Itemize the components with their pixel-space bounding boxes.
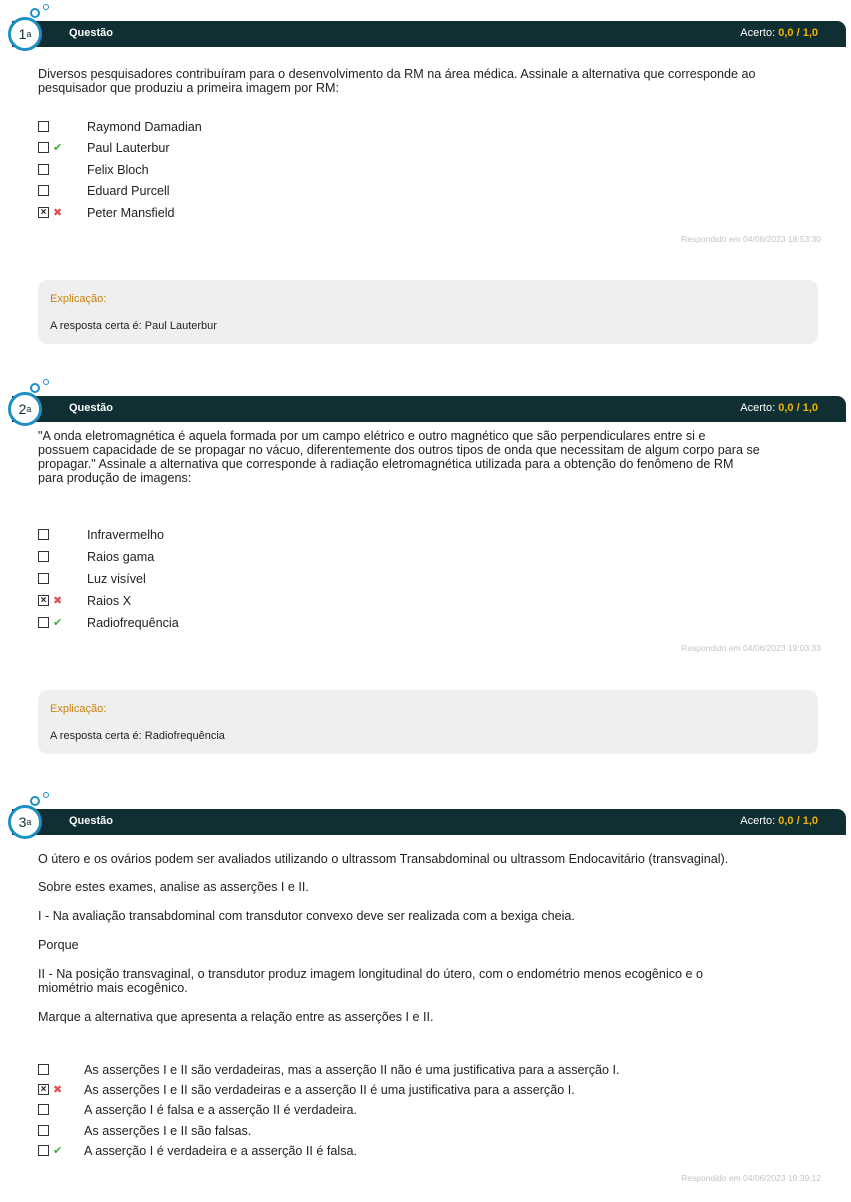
cross-icon: ✖ bbox=[53, 207, 63, 219]
score-prefix: Acerto: bbox=[740, 27, 776, 39]
question-number-badge bbox=[8, 17, 42, 51]
question-paragraph: miométrio mais ecogênico. bbox=[38, 981, 188, 995]
question-paragraph: Marque a alternativa que apresenta a relação entre as asserções I e II. bbox=[38, 1010, 434, 1024]
score-value: 0,0 bbox=[778, 402, 794, 414]
option-text: Infravermelho bbox=[87, 528, 164, 542]
question-number: 1 bbox=[18, 26, 27, 42]
question-number: 3 bbox=[18, 814, 27, 830]
check-icon: ✔ bbox=[53, 142, 63, 154]
score bbox=[740, 402, 818, 414]
question-ordinal: a bbox=[26, 29, 32, 39]
option-text: Raios gama bbox=[87, 550, 155, 564]
question-header bbox=[12, 809, 846, 835]
option-checkbox[interactable] bbox=[38, 617, 49, 628]
option-checkbox[interactable] bbox=[38, 573, 49, 584]
question-prompt-line: propagar." Assinale a alternativa que corresponde à radiação eletromagnética utilizada para a obtenção do fenômeno de RM bbox=[38, 457, 734, 471]
option-checkbox[interactable] bbox=[38, 1125, 49, 1136]
option-checkbox-checked[interactable]: × bbox=[38, 1084, 49, 1095]
option-text: Raios X bbox=[87, 594, 132, 608]
option-text: Eduard Purcell bbox=[87, 184, 170, 198]
score-separator: / bbox=[796, 402, 800, 414]
score bbox=[740, 815, 818, 827]
option-checkbox-checked[interactable]: × bbox=[38, 595, 49, 606]
score-value: 0,0 bbox=[778, 815, 794, 827]
question-ordinal: a bbox=[26, 404, 32, 414]
question-number-badge bbox=[8, 392, 42, 426]
option-checkbox[interactable] bbox=[38, 529, 49, 540]
option-checkbox[interactable] bbox=[38, 142, 49, 153]
option-checkbox[interactable] bbox=[38, 1064, 49, 1075]
bubble-decoration bbox=[43, 4, 49, 10]
cross-icon: ✖ bbox=[53, 595, 63, 607]
score bbox=[740, 27, 818, 39]
explanation-text: A resposta certa é: Paul Lauterbur bbox=[50, 320, 217, 332]
answered-timestamp: Respondido em 04/06/2023 19:39:12 bbox=[681, 1173, 821, 1183]
bubble-decoration bbox=[43, 379, 49, 385]
option-text: Raymond Damadian bbox=[87, 120, 202, 134]
question-label: Questão bbox=[69, 27, 114, 39]
question-header bbox=[12, 396, 846, 422]
question-number-badge bbox=[8, 805, 42, 839]
question-paragraph: II - Na posição transvaginal, o transdutor produz imagem longitudinal do útero, com o endométrio menos ecogênico e o bbox=[38, 967, 704, 981]
option-text: Luz visível bbox=[87, 572, 146, 586]
bubble-decoration bbox=[30, 383, 40, 393]
question-ordinal: a bbox=[26, 817, 32, 827]
option-text: As asserções I e II são falsas. bbox=[84, 1124, 252, 1138]
score-value: 0,0 bbox=[778, 27, 794, 39]
option-text: Radiofrequência bbox=[87, 616, 179, 630]
check-icon: ✔ bbox=[53, 617, 63, 629]
option-checkbox[interactable] bbox=[38, 1104, 49, 1115]
explanation-title: Explicação: bbox=[50, 703, 107, 715]
cross-icon: ✖ bbox=[53, 1084, 63, 1096]
answered-timestamp: Respondido em 04/06/2023 19:03:33 bbox=[681, 643, 821, 653]
question-prompt-line: para produção de imagens: bbox=[38, 471, 192, 485]
question-label: Questão bbox=[69, 815, 114, 827]
score-max: 1,0 bbox=[802, 815, 818, 827]
option-checkbox[interactable] bbox=[38, 1145, 49, 1156]
option-checkbox[interactable] bbox=[38, 551, 49, 562]
option-checkbox[interactable] bbox=[38, 121, 49, 132]
option-text: A asserção I é falsa e a asserção II é verdadeira. bbox=[84, 1103, 358, 1117]
option-text: A asserção I é verdadeira e a asserção II é falsa. bbox=[84, 1144, 358, 1158]
explanation-box bbox=[38, 690, 818, 754]
explanation-box bbox=[38, 280, 818, 344]
explanation-title: Explicação: bbox=[50, 293, 107, 305]
option-text: As asserções I e II são verdadeiras, mas a asserção II não é uma justificativa para a asserção I. bbox=[84, 1063, 620, 1077]
score-prefix: Acerto: bbox=[740, 815, 776, 827]
score-prefix: Acerto: bbox=[740, 402, 776, 414]
question-prompt-line: "A onda eletromagnética é aquela formada por um campo elétrico e outro magnético que são perpendiculares entre si e bbox=[38, 429, 706, 443]
question-paragraph: Porque bbox=[38, 938, 79, 952]
option-text: As asserções I e II são verdadeiras e a asserção II é uma justificativa para a asserção I. bbox=[84, 1083, 575, 1097]
question-paragraph: O útero e os ovários podem ser avaliados utilizando o ultrassom Transabdominal ou ultrassom Endocavitário (transvaginal). bbox=[38, 852, 729, 866]
option-text: Peter Mansfield bbox=[87, 206, 175, 220]
check-icon: ✔ bbox=[53, 1145, 63, 1157]
question-number: 2 bbox=[18, 401, 27, 417]
option-checkbox[interactable] bbox=[38, 164, 49, 175]
option-checkbox-checked[interactable]: × bbox=[38, 207, 49, 218]
option-checkbox[interactable] bbox=[38, 185, 49, 196]
question-header bbox=[12, 21, 846, 47]
question-paragraph: Sobre estes exames, analise as asserções I e II. bbox=[38, 880, 309, 894]
bubble-decoration bbox=[30, 796, 40, 806]
question-paragraph: I - Na avaliação transabdominal com transdutor convexo deve ser realizada com a bexiga cheia. bbox=[38, 909, 575, 923]
score-separator: / bbox=[796, 27, 800, 39]
explanation-text: A resposta certa é: Radiofrequência bbox=[50, 730, 225, 742]
option-text: Felix Bloch bbox=[87, 163, 149, 177]
score-max: 1,0 bbox=[802, 402, 818, 414]
question-label: Questão bbox=[69, 402, 114, 414]
score-separator: / bbox=[796, 815, 800, 827]
bubble-decoration bbox=[30, 8, 40, 18]
question-prompt: Diversos pesquisadores contribuíram para o desenvolvimento da RM na área médica. Assinale a alternativa que corresponde ao pesquisador que produziu a primeira imagem por RM: bbox=[38, 67, 756, 95]
score-max: 1,0 bbox=[802, 27, 818, 39]
question-prompt-line: possuem capacidade de se propagar no vácuo, diferentemente dos outros tipos de onda que necessitam de algum corpo para se bbox=[38, 443, 760, 457]
bubble-decoration bbox=[43, 792, 49, 798]
answered-timestamp: Respondido em 04/06/2023 18:53:30 bbox=[681, 234, 821, 244]
option-text: Paul Lauterbur bbox=[87, 141, 170, 155]
